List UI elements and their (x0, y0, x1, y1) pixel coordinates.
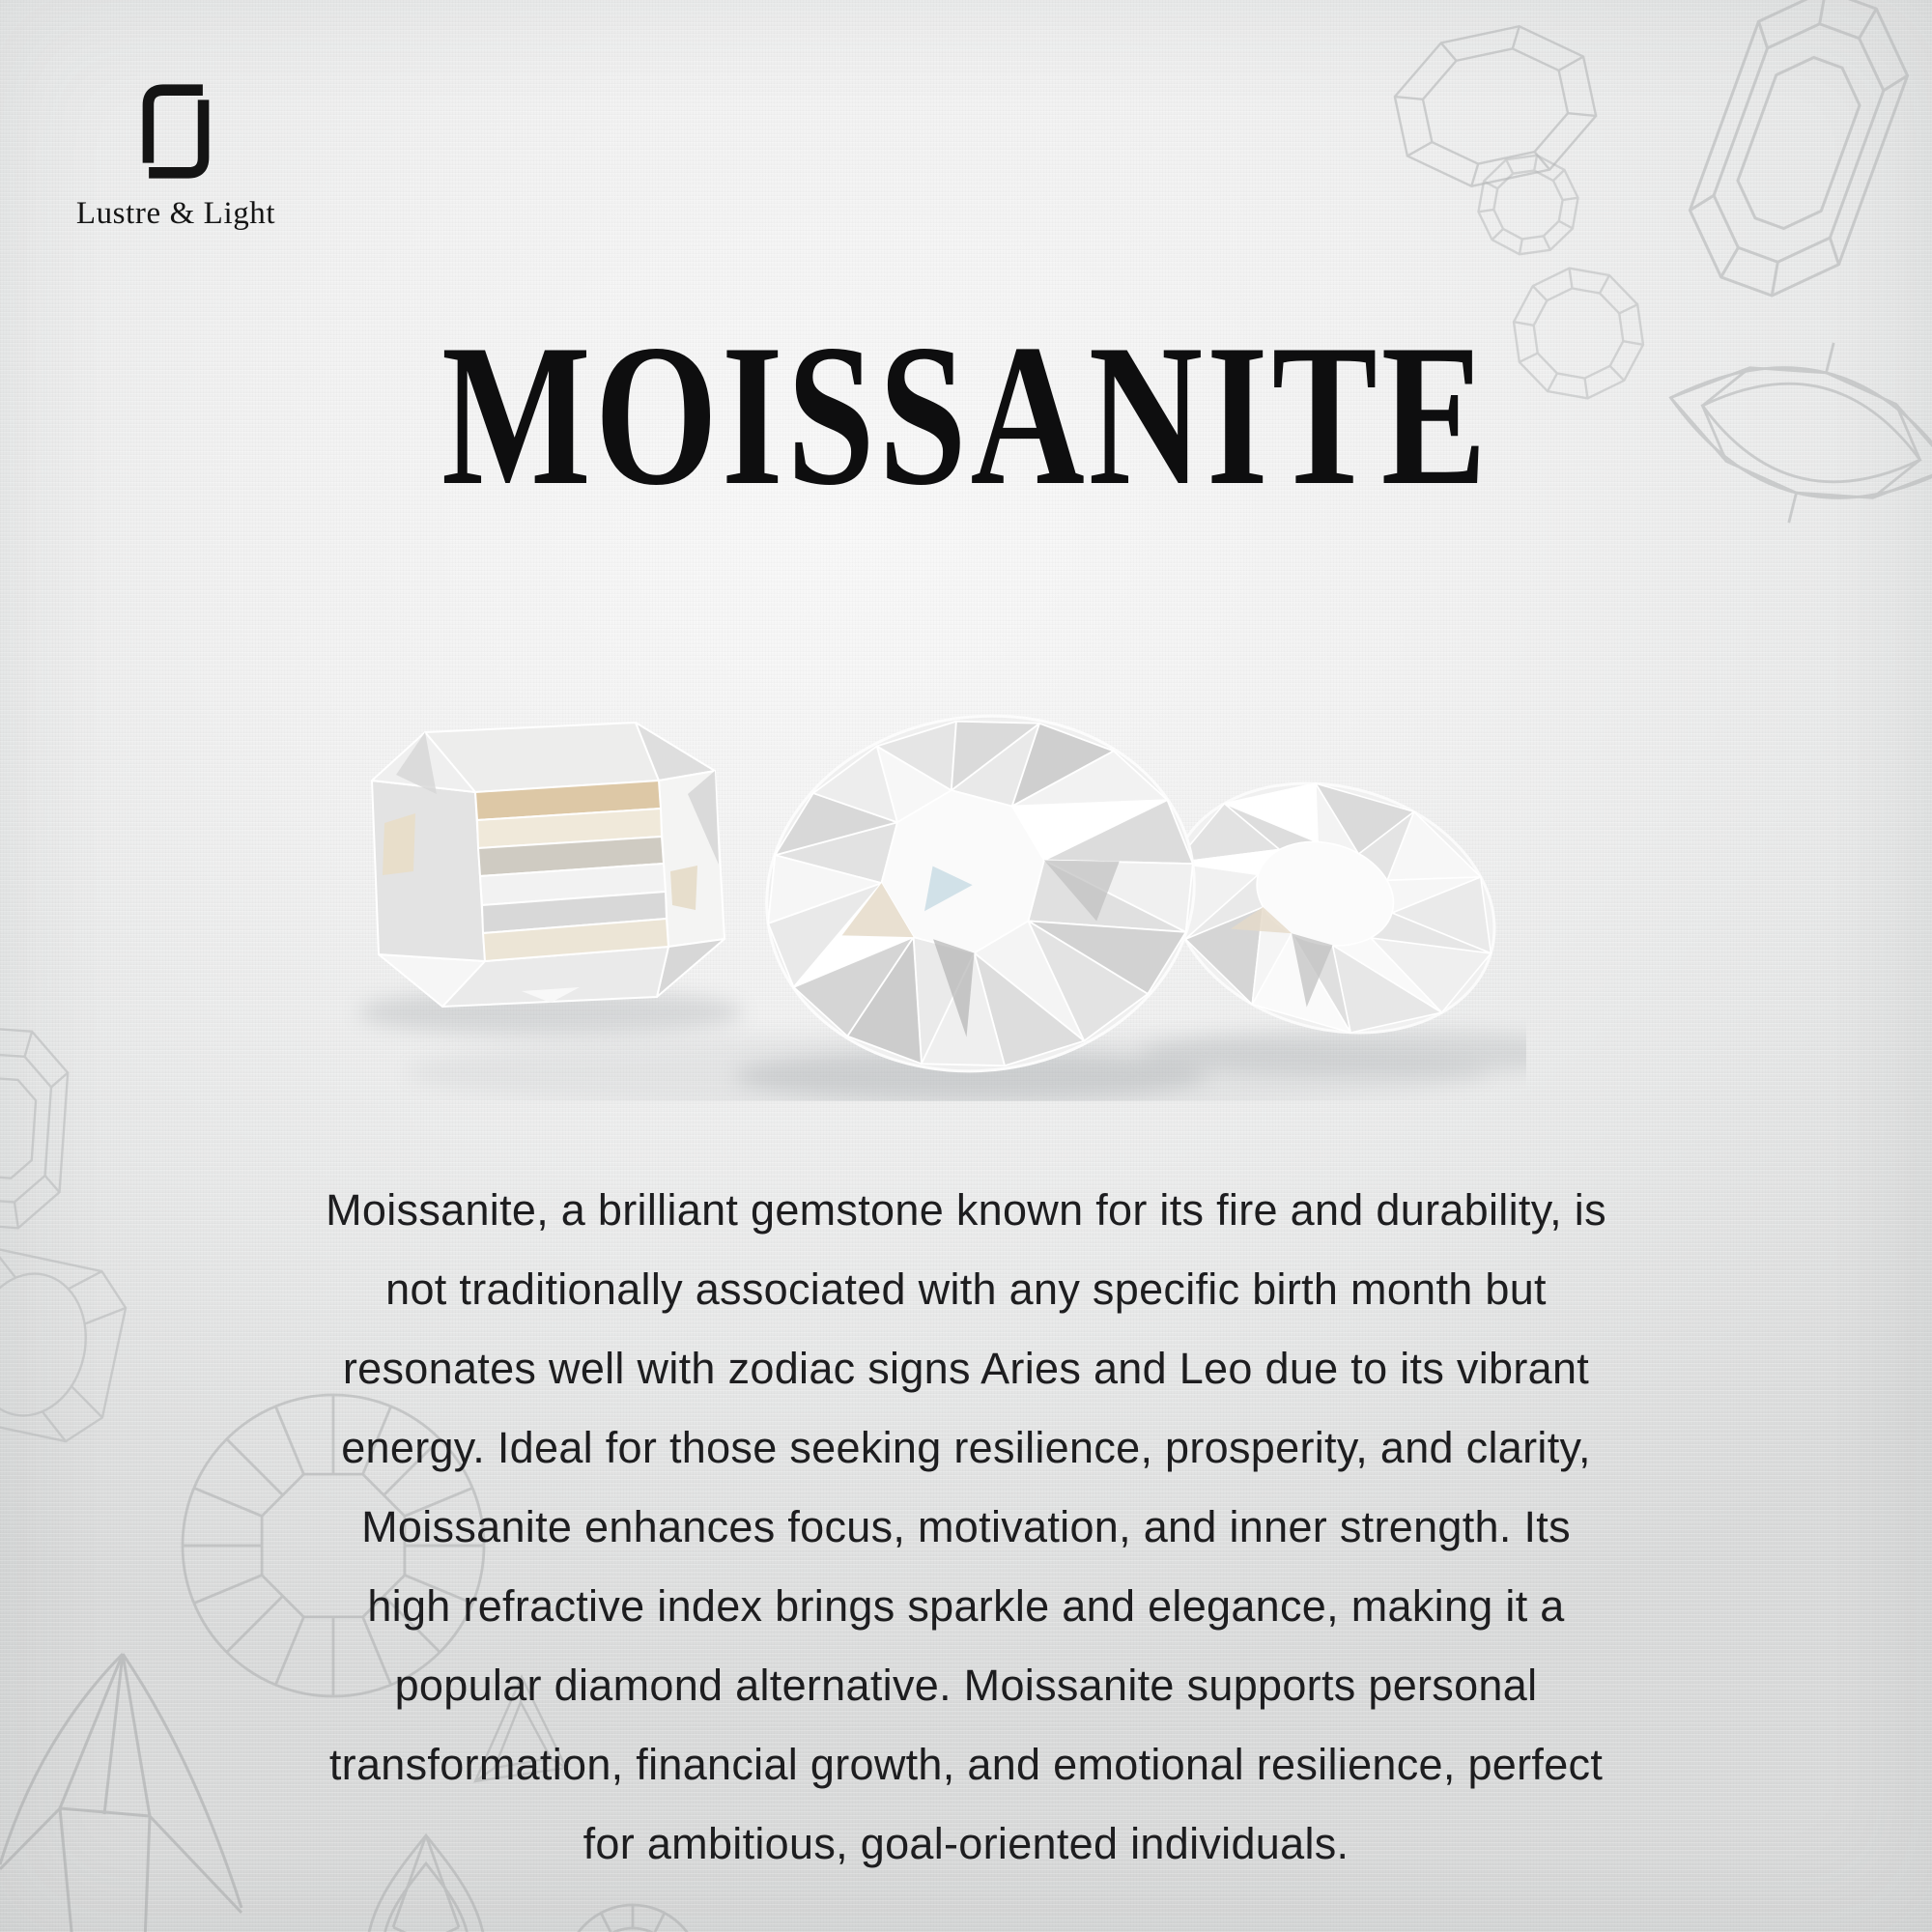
description-line: high refractive index brings sparkle and elegance, making it a (367, 1581, 1565, 1631)
decagon-gem-outline-small (1472, 147, 1584, 263)
description-line: for ambitious, goal-oriented individuals. (582, 1819, 1350, 1868)
oval-cut-gemstone (1142, 747, 1524, 1069)
brand-logo (64, 82, 288, 232)
page-title: MOISSANITE (441, 303, 1491, 527)
brand-logo-icon (138, 82, 213, 181)
description-line: energy. Ideal for those seeking resilience, prosperity, and clarity, (341, 1423, 1591, 1472)
description-line: not traditionally associated with any specific birth month but (385, 1264, 1547, 1314)
emerald-cut-gem-outline-left (0, 1026, 71, 1231)
emerald-cut-gemstone (372, 723, 724, 1007)
description-text (97, 1171, 1835, 1884)
emerald-cut-gem-outline-top-right (1672, 0, 1925, 314)
description-line: Moissanite, a brilliant gemstone known for its fire and durability, is (326, 1185, 1606, 1235)
partial-round-gem-outline (565, 1905, 700, 1932)
description-line: transformation, financial growth, and emotional resilience, perfect (328, 1740, 1604, 1789)
description-line: Moissanite enhances focus, motivation, and inner strength. Its (361, 1502, 1571, 1551)
description-line: resonates well with zodiac signs Aries and Leo due to its vibrant (342, 1344, 1590, 1393)
description-line: popular diamond alternative. Moissanite supports personal (394, 1661, 1538, 1710)
brand-name: Lustre & Light (75, 196, 276, 231)
gemstones-photo (328, 667, 1526, 1101)
